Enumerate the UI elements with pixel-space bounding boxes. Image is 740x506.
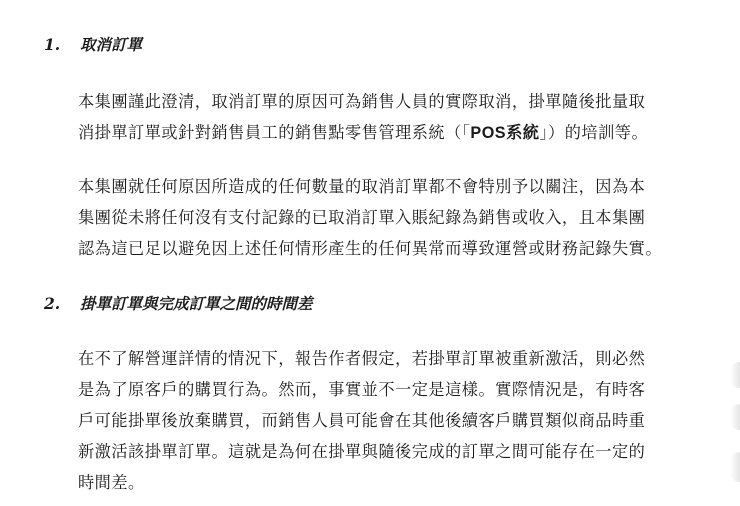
section-1-paragraph-2	[78, 171, 718, 264]
section-2-title: 掛單訂單與完成訂單之間的時間差	[80, 294, 313, 313]
paragraph-text: 消掛單訂單或針對銷售員工的銷售點零售管理系統（「	[78, 123, 471, 142]
paragraph-line: 本集團謹此澄清，取消訂單的原因可為銷售人員的實際取消，掛單隨後批量取	[78, 92, 646, 111]
section-2-heading	[44, 292, 313, 314]
paragraph-line: 戶可能掛單後放棄購買，而銷售人員可能會在其他後續客戶購買類似商品時重	[78, 411, 646, 430]
edge-shadow-decoration	[730, 362, 740, 388]
paragraph-line: 集團從未將任何沒有支付記錄的已取消訂單入賬紀錄為銷售或收入，且本集團	[78, 208, 646, 227]
section-1-number: 1.	[44, 35, 61, 54]
edge-shadow-decoration	[730, 404, 740, 430]
section-1-heading	[44, 33, 142, 55]
section-1-title: 取消訂單	[80, 35, 143, 54]
pos-system-term: POS系統	[470, 124, 540, 142]
paragraph-line: 本集團就任何原因所造成的任何數量的取消訂單都不會特別予以關注，因為本	[78, 177, 646, 196]
paragraph-line: 新激活該掛單訂單。這就是為何在掛單與隨後完成的訂單之間可能存在一定的	[78, 442, 646, 461]
paragraph-line: 在不了解營運詳情的情況下，報告作者假定，若掛單訂單被重新激活，則必然	[78, 349, 646, 368]
paragraph-line: 是為了原客戶的購買行為。然而，事實並不一定是這樣。實際情況是，有時客	[78, 380, 646, 399]
section-1-paragraph-1	[78, 86, 718, 148]
edge-shadow-decoration	[730, 452, 740, 482]
paragraph-line	[78, 117, 718, 148]
paragraph-line: 時間差。	[78, 473, 145, 492]
section-2-paragraph-1	[78, 343, 718, 498]
section-2-number: 2.	[44, 294, 61, 313]
paragraph-text: 」）的培訓等。	[539, 123, 649, 142]
paragraph-line: 認為這已足以避免因上述任何情形產生的任何異常而導致運營或財務記錄失實。	[78, 239, 663, 258]
